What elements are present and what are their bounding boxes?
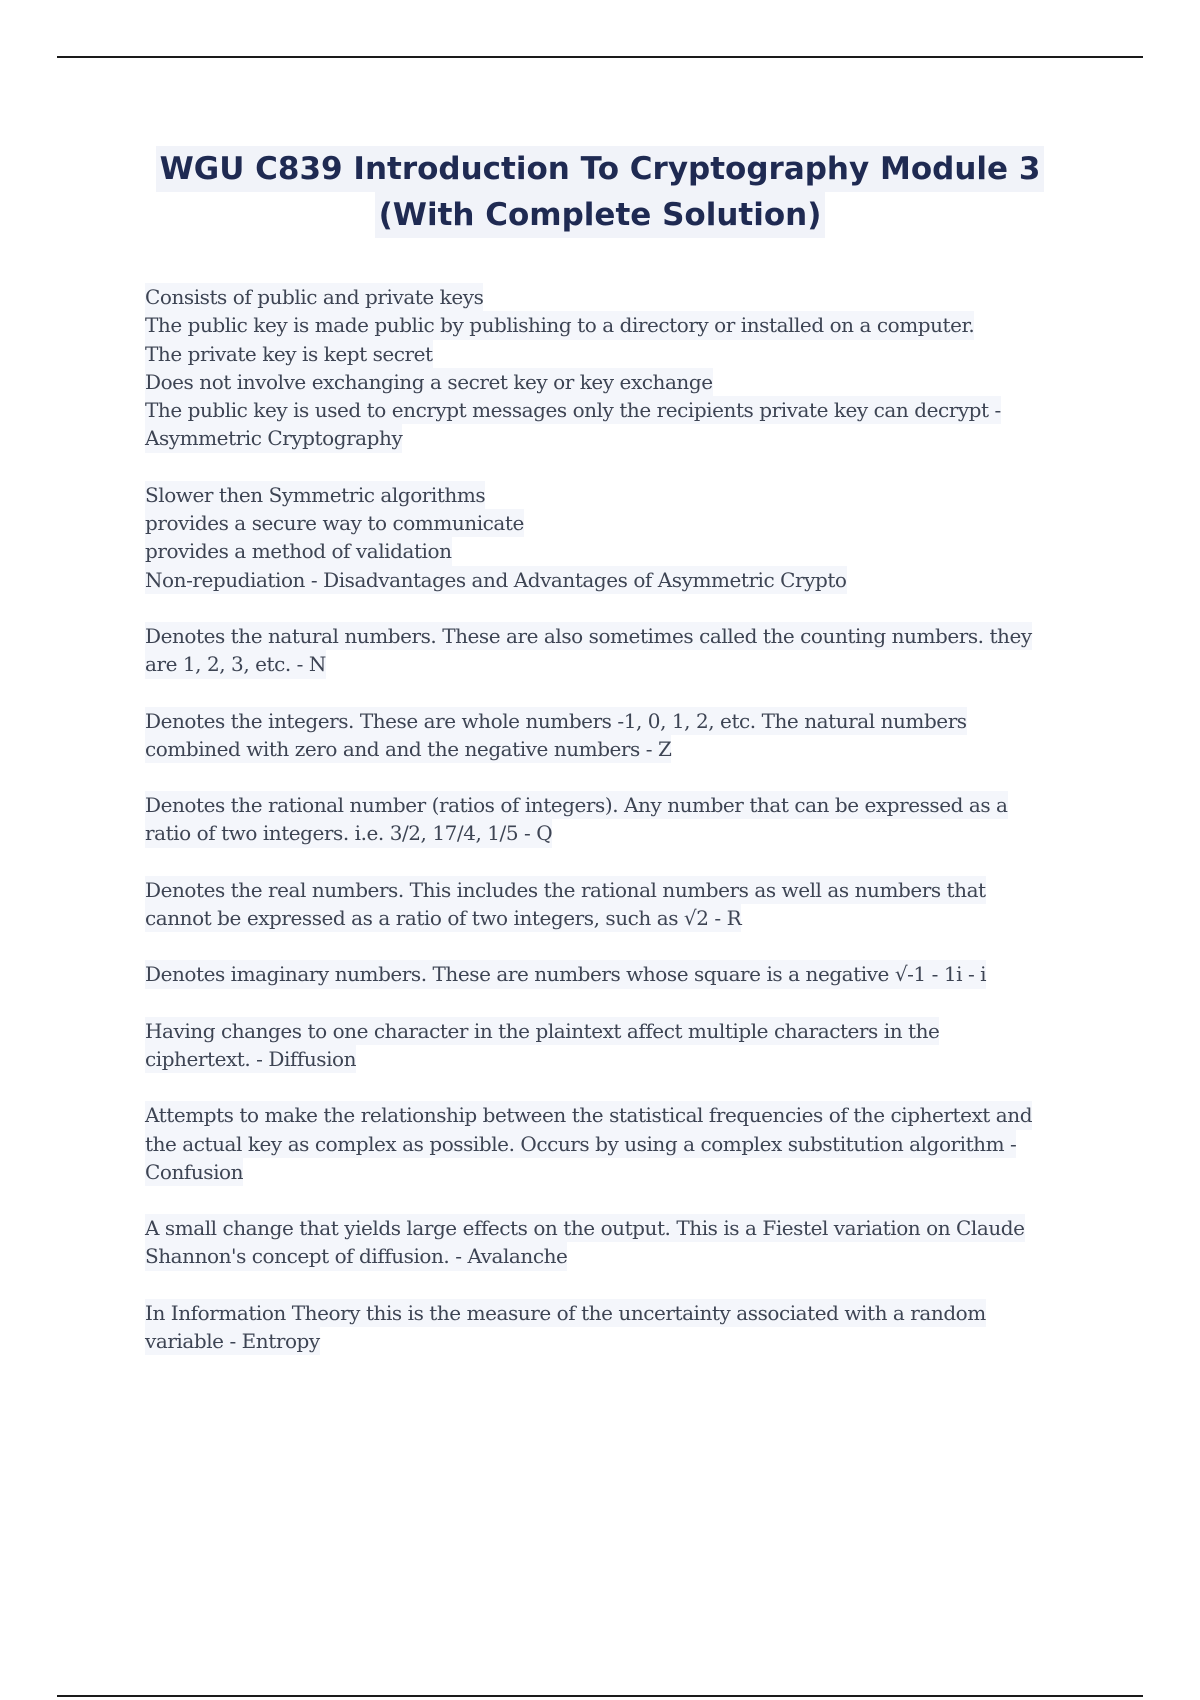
flashcard-text-line: combined with zero and and the negative numbers - Z xyxy=(145,735,671,763)
flashcard-list xyxy=(145,283,1095,1383)
flashcard-entry xyxy=(145,283,1095,453)
flashcard-text-line: Denotes the rational number (ratios of integers). Any number that can be expressed as a xyxy=(145,791,1008,819)
flashcard-entry xyxy=(145,1299,1095,1356)
flashcard-text-line: Does not involve exchanging a secret key or key exchange xyxy=(145,368,713,396)
title-line-2: (With Complete Solution) xyxy=(375,192,826,238)
flashcard-text-line: provides a secure way to communicate xyxy=(145,509,524,537)
flashcard-entry xyxy=(145,1017,1095,1074)
flashcard-text-line: A small change that yields large effects on the output. This is a Fiestel variation on Claude xyxy=(145,1214,1025,1242)
flashcard-text-line: provides a method of validation xyxy=(145,537,452,565)
flashcard-text-line: Asymmetric Cryptography xyxy=(145,424,402,452)
flashcard-text-line: are 1, 2, 3, etc. - N xyxy=(145,650,326,678)
flashcard-text-line: Denotes imaginary numbers. These are numbers whose square is a negative √-1 - 1i - i xyxy=(145,960,986,988)
flashcard-text-line: In Information Theory this is the measure of the uncertainty associated with a random xyxy=(145,1299,986,1327)
flashcard-text-line: cannot be expressed as a ratio of two integers, such as √2 - R xyxy=(145,904,741,932)
bottom-rule xyxy=(57,1695,1143,1697)
title-line-1: WGU C839 Introduction To Cryptography Module 3 xyxy=(156,146,1045,192)
flashcard-text-line: ciphertext. - Diffusion xyxy=(145,1045,356,1073)
flashcard-text-line: Denotes the integers. These are whole numbers -1, 0, 1, 2, etc. The natural numbers xyxy=(145,707,967,735)
flashcard-text-line: The public key is made public by publishing to a directory or installed on a computer. xyxy=(145,311,974,339)
flashcard-entry xyxy=(145,481,1095,594)
flashcard-text-line: Consists of public and private keys xyxy=(145,283,483,311)
flashcard-text-line: the actual key as complex as possible. Occurs by using a complex substitution algorithm - xyxy=(145,1130,1016,1158)
flashcard-text-line: Denotes the natural numbers. These are also sometimes called the counting numbers. they xyxy=(145,622,1032,650)
flashcard-text-line: The private key is kept secret xyxy=(145,340,433,368)
flashcard-entry xyxy=(145,707,1095,764)
flashcard-text-line: Non-repudiation - Disadvantages and Advantages of Asymmetric Crypto xyxy=(145,566,847,594)
flashcard-text-line: Slower then Symmetric algorithms xyxy=(145,481,485,509)
flashcard-entry xyxy=(145,960,1095,988)
flashcard-text-line: Denotes the real numbers. This includes the rational numbers as well as numbers that xyxy=(145,876,986,904)
flashcard-text-line: ratio of two integers. i.e. 3/2, 17/4, 1/5 - Q xyxy=(145,819,552,847)
flashcard-text-line: Attempts to make the relationship between the statistical frequencies of the ciphertext and xyxy=(145,1101,1032,1129)
flashcard-text-line: Confusion xyxy=(145,1158,243,1186)
flashcard-entry xyxy=(145,1101,1095,1186)
top-rule xyxy=(57,56,1143,58)
document-title xyxy=(100,146,1100,238)
flashcard-entry xyxy=(145,1214,1095,1271)
flashcard-entry xyxy=(145,622,1095,679)
flashcard-entry xyxy=(145,791,1095,848)
flashcard-entry xyxy=(145,876,1095,933)
flashcard-text-line: variable - Entropy xyxy=(145,1327,320,1355)
flashcard-text-line: Having changes to one character in the plaintext affect multiple characters in the xyxy=(145,1017,939,1045)
flashcard-text-line: The public key is used to encrypt messages only the recipients private key can decrypt - xyxy=(145,396,1001,424)
flashcard-text-line: Shannon's concept of diffusion. - Avalanche xyxy=(145,1242,567,1270)
